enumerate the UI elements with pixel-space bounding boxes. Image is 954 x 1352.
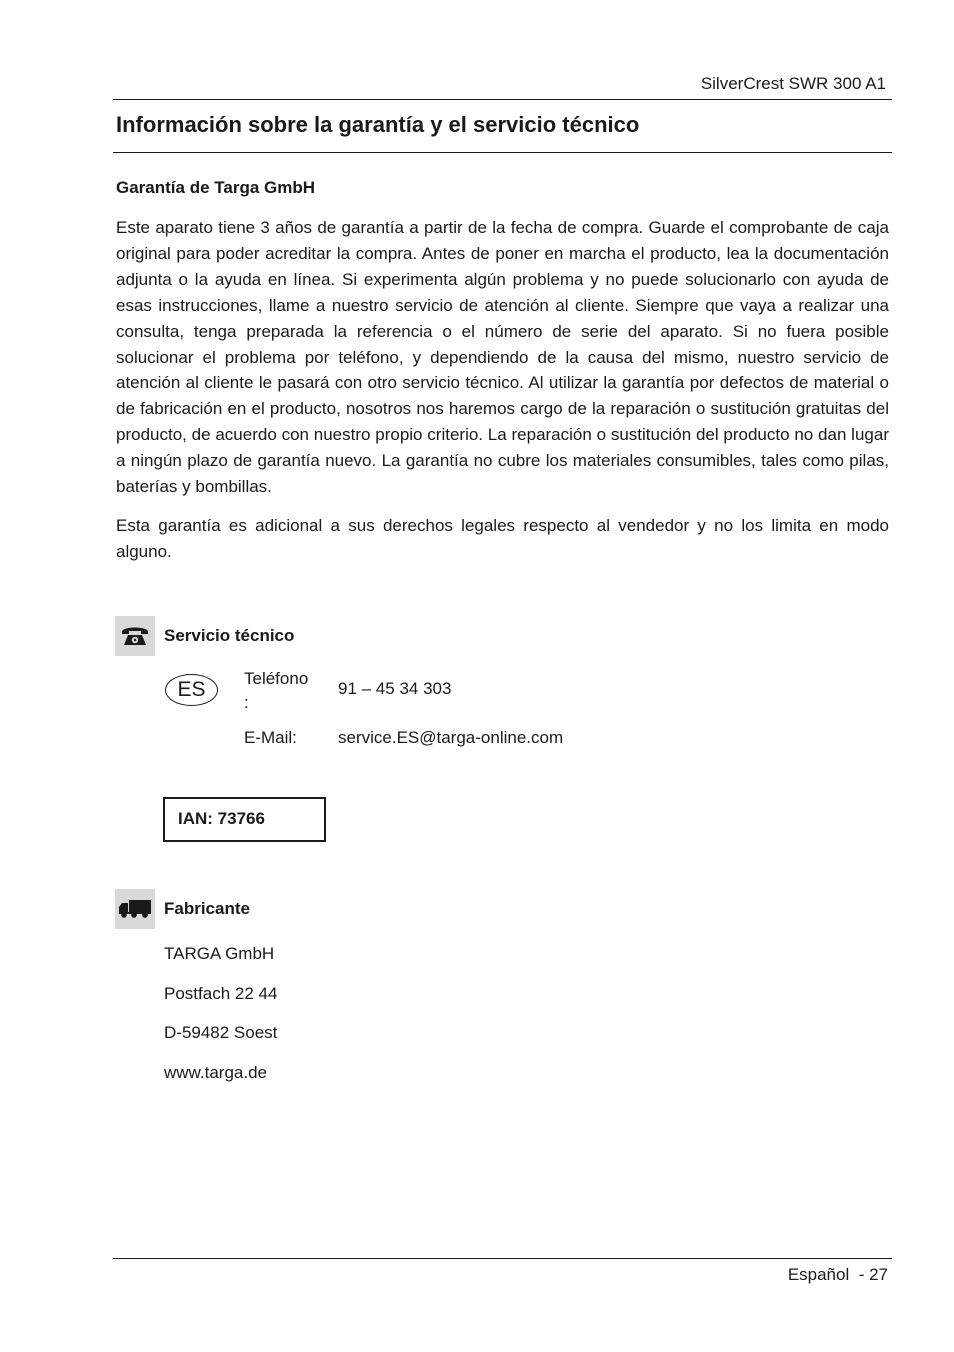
page-number: Español - 27 [787, 1265, 888, 1284]
manufacturer-city: D-59482 Soest [164, 1023, 278, 1042]
section-divider [113, 152, 892, 153]
phone-label-line1: Teléfono [244, 669, 309, 688]
warranty-heading: Garantía de Targa GmbH [116, 178, 316, 197]
email-address[interactable]: service.ES@targa-online.com [338, 728, 564, 747]
phone-number: 91 – 45 34 303 [338, 679, 452, 698]
footer-divider [113, 1258, 892, 1259]
phone-label [244, 667, 308, 715]
manufacturer-postbox: Postfach 22 44 [164, 984, 278, 1003]
telephone-icon [115, 616, 155, 656]
country-badge: ES [165, 674, 218, 706]
ian-box [163, 797, 326, 842]
truck-icon [115, 889, 155, 929]
header-product-name: SilverCrest SWR 300 A1 [700, 74, 886, 93]
manufacturer-name: TARGA GmbH [164, 944, 275, 963]
ian-number: IAN: 73766 [178, 809, 265, 828]
section-title: Información sobre la garantía y el servicio técnico [116, 112, 640, 137]
header-divider [113, 99, 892, 100]
warranty-paragraph-1: Este aparato tiene 3 años de garantía a partir de la fecha de compra. Guarde el comprobante de caja original para poder acreditar la compra. Antes de poner en marcha el producto, lea la documentación adjunta o la ayuda en línea. Si experimenta algún problema y no puede solucionarlo con ayuda de esas instrucciones, llame a nuestro servicio de atención al cliente. Siempre que vaya a realizar una consulta, tenga preparada la referencia o el número de serie del aparato. Si no fuera posible solucionar el problema por teléfono, y dependiendo de la causa del mismo, nuestro servicio de atención al cliente le pasará con otro servicio técnico. Al utilizar la garantía por defectos de material o de fabricación en el producto, nosotros nos haremos cargo de la reparación o sustitución gratuitas del producto, de acuerdo con nuestro propio criterio. La reparación o sustitución del producto no dan lugar a ningún plazo de garantía nuevo. La garantía no cubre los materiales consumibles, tales como pilas, baterías y bombillas. [116, 218, 889, 497]
service-heading: Servicio técnico [164, 626, 295, 645]
manufacturer-website[interactable]: www.targa.de [164, 1063, 267, 1082]
manufacturer-heading: Fabricante [164, 899, 250, 918]
email-label: E-Mail: [244, 728, 297, 747]
phone-label-line2: : [244, 693, 249, 712]
warranty-paragraph-2: Esta garantía es adicional a sus derechos legales respecto al vendedor y no los limita en modo alguno. [116, 516, 889, 561]
